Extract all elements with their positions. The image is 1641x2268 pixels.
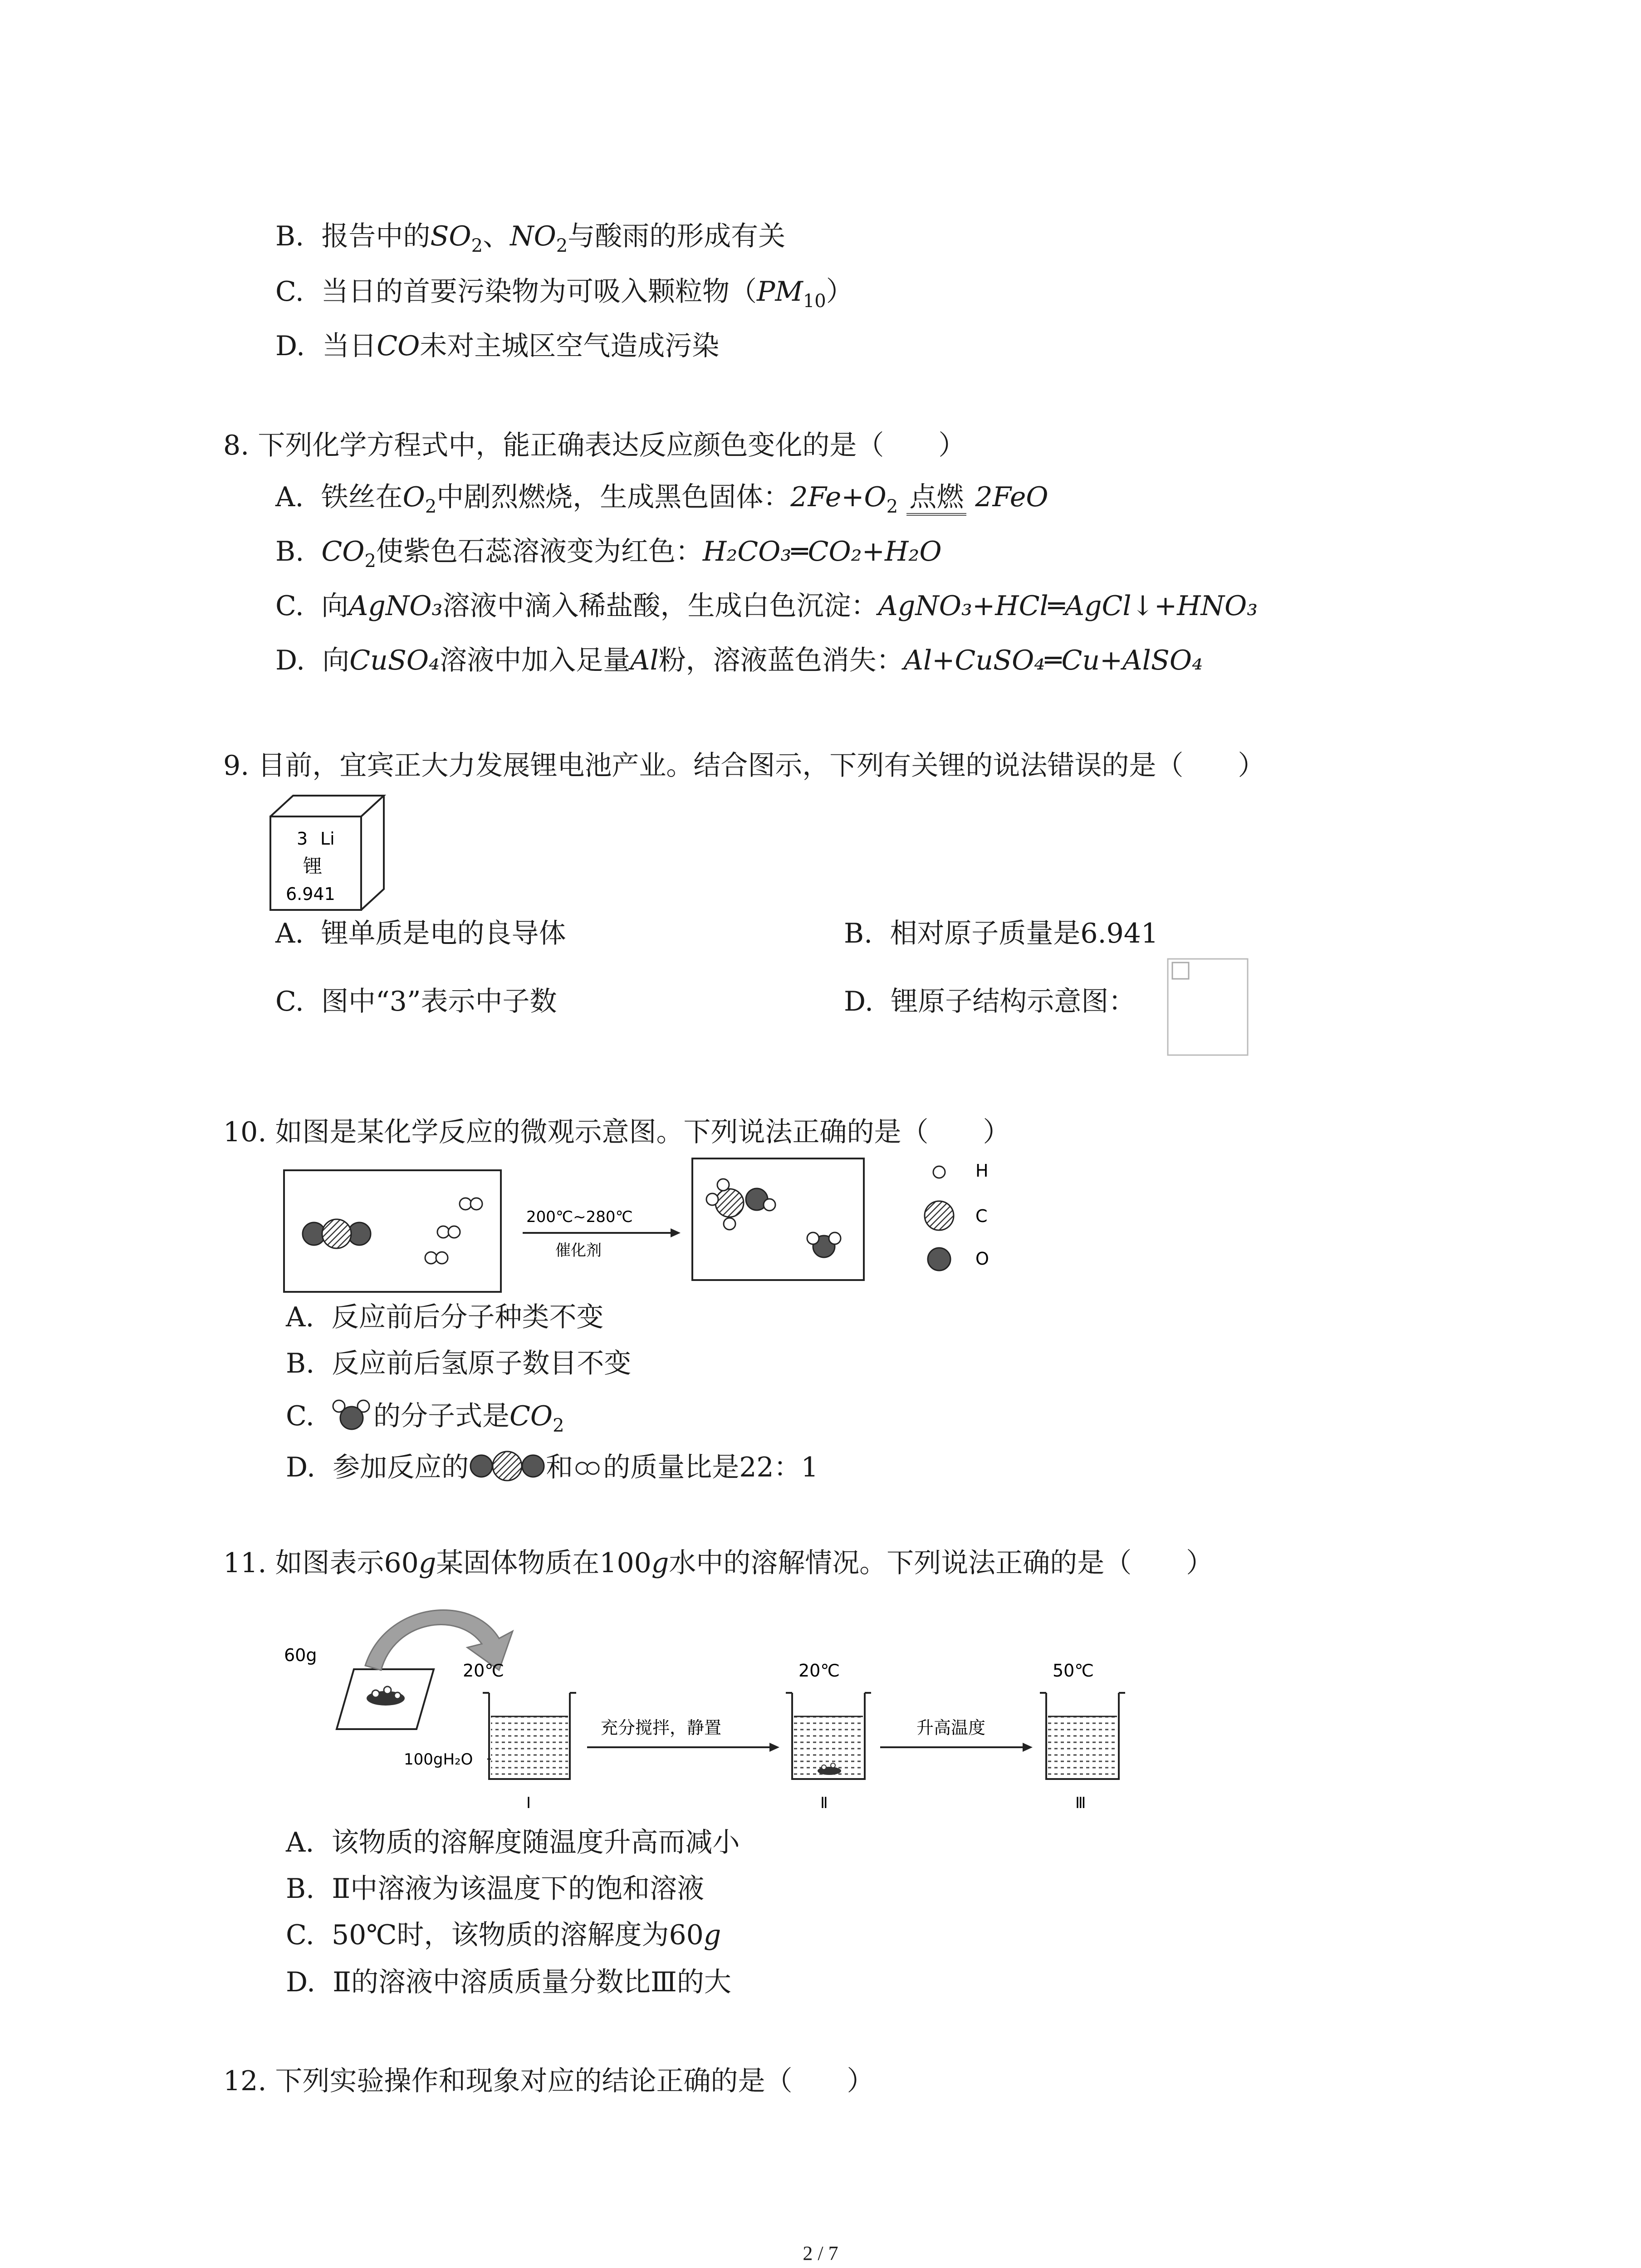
water-label: 100gH₂O	[404, 1750, 473, 1769]
step-2-label: 升高温度	[916, 1718, 986, 1738]
products-box	[692, 1158, 864, 1280]
tile-number: 3	[297, 829, 308, 849]
h2-molecule	[425, 1198, 482, 1264]
beaker-1-solution	[491, 1716, 568, 1777]
q10-option-d: D. 参加反应的 和 的质量比是22：1	[286, 1449, 818, 1484]
solid-mass-label: 60g	[284, 1645, 317, 1665]
beaker-3-solution	[1048, 1716, 1117, 1777]
reaction-diagram	[281, 1156, 1053, 1296]
tile-mass: 6.941	[286, 884, 335, 904]
ch3oh-molecule	[706, 1179, 775, 1230]
reaction-catalyst: 催化剂	[555, 1242, 602, 1260]
q11-option-b: B. Ⅱ中溶液为该温度下的饱和溶液	[286, 1873, 705, 1905]
q11-option-d: D. Ⅱ的溶液中溶质质量分数比Ⅲ的大	[286, 1966, 731, 1998]
beaker-2-temp: 20℃	[798, 1661, 840, 1681]
q8-option-b: B. $CO_2$使紫色石蕊溶液变为红色：H₂CO₃═CO₂+H₂O	[275, 536, 942, 572]
q11-option-a: A. 该物质的溶解度随温度升高而减小	[286, 1827, 740, 1858]
q10-option-c: C. 的分子式是$CO_2$	[286, 1397, 564, 1442]
step-1-label: 充分搅拌，静置	[601, 1718, 722, 1738]
beaker-1-label: Ⅰ	[526, 1794, 531, 1812]
q9-stem: 9. 目前，宜宾正大力发展锂电池产业。结合图示，下列有关锂的说法错误的是（ ）	[223, 750, 1265, 782]
page-number: 2 / 7	[803, 2242, 838, 2264]
q11-stem: 11. 如图表示60g某固体物质在100g水中的溶解情况。下列说法正确的是（ ）	[223, 1547, 1214, 1579]
dissolution-diagram	[272, 1593, 1143, 1820]
periodic-tile-figure	[268, 793, 390, 913]
legend	[925, 1166, 954, 1271]
co2-molecule	[303, 1219, 371, 1248]
tile-symbol: Li	[320, 829, 335, 849]
q8-option-c: C. 向AgNO₃溶液中滴入稀盐酸，生成白色沉淀：AgNO₃+HCl═AgCl↓+HNO₃	[275, 590, 1258, 622]
co2-molecule-icon	[469, 1449, 546, 1483]
q7-option-d: D. 当日CO未对主城区空气造成污染	[275, 330, 720, 362]
q8-option-d: D. 向CuSO₄溶液中加入足量Al粉，溶液蓝色消失：Al+CuSO₄═Cu+AlSO₄	[275, 645, 1203, 676]
broken-image-placeholder	[1167, 958, 1249, 1056]
legend-o-label: O	[975, 1249, 989, 1269]
q9-option-b: B. 相对原子质量是6.941	[844, 918, 1159, 949]
q8-stem: 8. 下列化学方程式中，能正确表达反应颜色变化的是（ ）	[223, 430, 966, 461]
tile-name: 锂	[303, 855, 323, 877]
q9-option-c: C. 图中“3”表示中子数	[275, 986, 557, 1017]
q11-option-c: C. 50℃时，该物质的溶解度为60g	[286, 1919, 721, 1951]
q9-option-a: A. 锂单质是电的良导体	[275, 918, 566, 949]
q9-option-d: D. 锂原子结构示意图：	[844, 986, 1136, 1017]
legend-c-label: C	[975, 1206, 988, 1226]
beaker-1-temp: 20℃	[463, 1661, 505, 1681]
beaker-3-temp: 50℃	[1053, 1661, 1094, 1681]
legend-h-label: H	[975, 1161, 989, 1181]
q7-option-c: C. 当日的首要污染物为可吸入颗粒物$(PM_{10})$	[275, 276, 853, 312]
q8-option-a: A. 铁丝在$O_2$中剧烈燃烧，生成黑色固体：$2Fe+O_2$ 点燃 2FeO	[275, 481, 1048, 517]
reaction-condition: 点燃	[906, 481, 966, 516]
q12-stem: 12. 下列实验操作和现象对应的结论正确的是（ ）	[223, 2065, 874, 2097]
h2o-molecule	[807, 1232, 841, 1257]
h2o-molecule-icon	[332, 1397, 373, 1432]
q7-option-b: B. 报告中的$SO_2$、$NO_2$与酸雨的形成有关	[275, 220, 786, 256]
q10-option-a: A. 反应前后分子种类不变	[286, 1301, 604, 1333]
reaction-condition-temp: 200℃~280℃	[526, 1208, 633, 1226]
beaker-3-label: Ⅲ	[1075, 1794, 1086, 1812]
q10-stem: 10. 如图是某化学反应的微观示意图。下列说法正确的是（ ）	[223, 1116, 1010, 1148]
q10-option-b: B. 反应前后氢原子数目不变	[286, 1348, 632, 1379]
h2-molecule-icon	[573, 1459, 603, 1477]
beaker-2-label: Ⅱ	[820, 1794, 828, 1812]
